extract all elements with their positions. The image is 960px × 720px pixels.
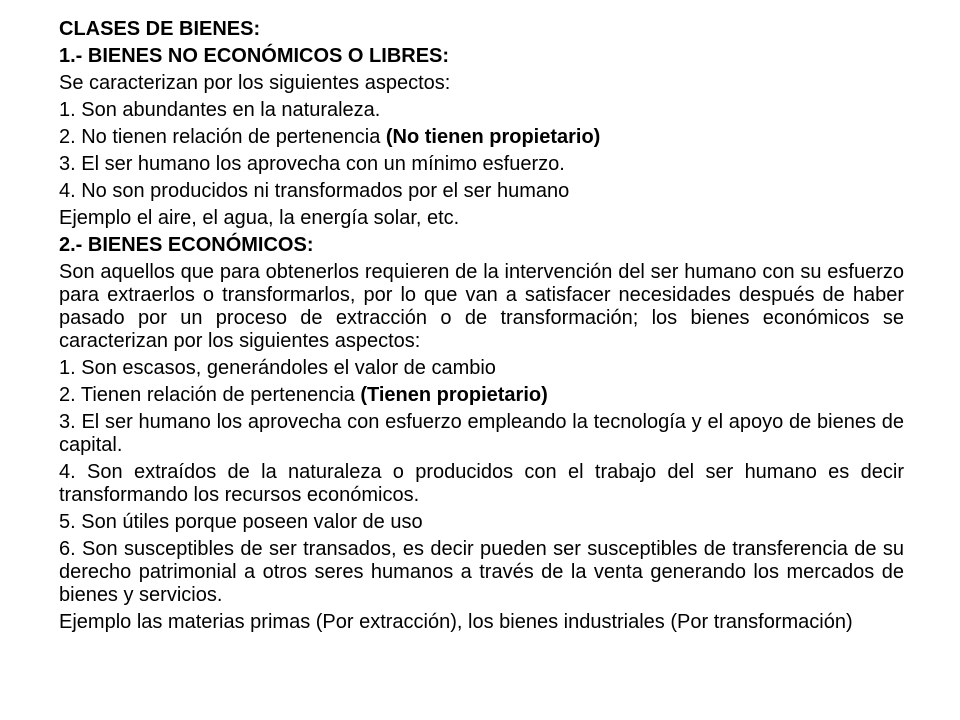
section2-item-5: 5. Son útiles porque poseen valor de uso <box>59 511 423 533</box>
section1-heading: 1.- BIENES NO ECONÓMICOS O LIBRES: <box>59 45 450 67</box>
section2-intro: Son aquellos que para obtenerlos requieren de la intervención del ser humano con su esfuerzo para extraerlos o transformarlos, por lo que van a satisfacer necesidades después de haber pasado por un proceso de extracción o de transformación; los bienes económicos se caracterizan por los siguientes aspectos: <box>59 261 904 352</box>
section1-intro: Se caracterizan por los siguientes aspectos: <box>59 72 451 94</box>
page-title: CLASES DE BIENES: <box>59 18 261 40</box>
section1-item-4: 4. No son producidos ni transformados por el ser humano <box>59 180 570 202</box>
section2-item-2-bold: (Tienen propietario) <box>360 384 548 406</box>
section1-item-2 <box>59 126 904 149</box>
section1-item-3: 3. El ser humano los aprovecha con un mínimo esfuerzo. <box>59 153 565 175</box>
section2-item-4: 4. Son extraídos de la naturaleza o producidos con el trabajo del ser humano es decir transformando los recursos económicos. <box>59 461 904 506</box>
section2-item-2-text: 2. Tienen relación de pertenencia <box>59 384 361 406</box>
section1-item-2-text: 2. No tienen relación de pertenencia <box>59 126 386 148</box>
section2-item-6: 6. Son susceptibles de ser transados, es decir pueden ser susceptibles de transferencia de su derecho patrimonial a otros seres humanos a través de la venta generando los mercados de bienes y servicios. <box>59 538 904 606</box>
section2-item-3: 3. El ser humano los aprovecha con esfuerzo empleando la tecnología y el apoyo de bienes de capital. <box>59 411 904 456</box>
section2-item-2 <box>59 384 904 407</box>
slide-text-body <box>59 18 904 638</box>
section1-item-1: 1. Son abundantes en la naturaleza. <box>59 99 381 121</box>
section1-example: Ejemplo el aire, el agua, la energía solar, etc. <box>59 207 460 229</box>
section1-item-2-bold: (No tienen propietario) <box>385 126 601 148</box>
section2-example: Ejemplo las materias primas (Por extracción), los bienes industriales (Por transformación) <box>59 611 853 633</box>
section2-heading: 2.- BIENES ECONÓMICOS: <box>59 234 314 256</box>
section2-item-1: 1. Son escasos, generándoles el valor de cambio <box>59 357 496 379</box>
